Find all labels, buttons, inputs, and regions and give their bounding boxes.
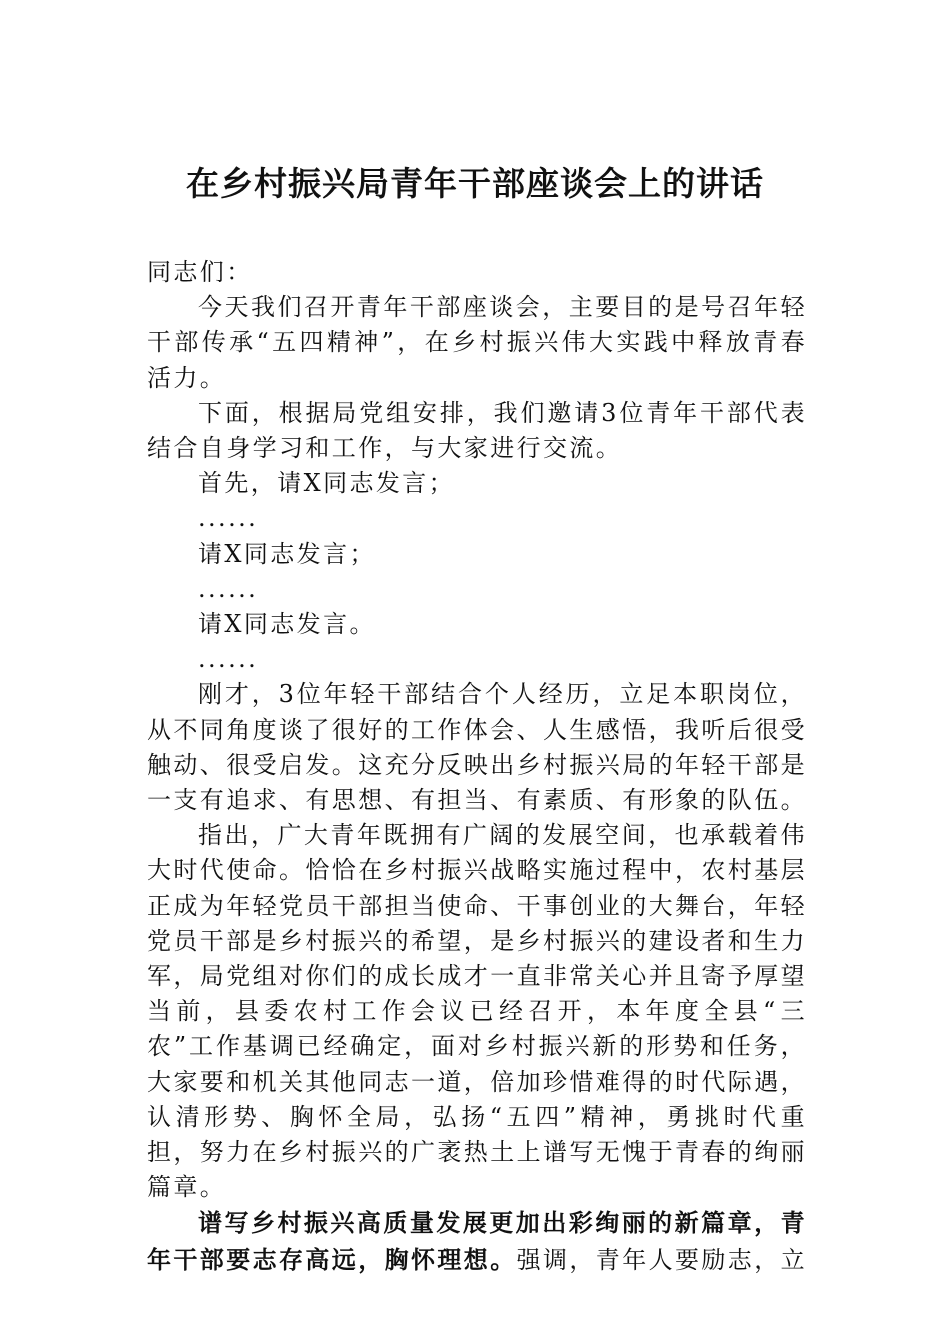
final-paragraph (147, 1205, 807, 1277)
paragraph: 指出，广大青年既拥有广阔的发展空间，也承载着伟大时代使命。恰恰在乡村振兴战略实施过程中，农村基层正成为年轻党员干部担当使命、干事创业的大舞台，年轻党员干部是乡村振兴的希望，是乡村振兴的建设者和生力军，局党组对你们的成长成才一直非常关心并且寄予厚望当前，县委农村工作会议已经召开，本年度全县“三农”工作基调已经确定，面对乡村振兴新的形势和任务，大家要和机关其他同志一道，倍加珍惜难得的时代际遇，认清形势、胸怀全局，弘扬“五四”精神，勇挑时代重担，努力在乡村振兴的广袤热土上谱写无愧于青春的绚丽篇章。 (147, 821, 807, 1202)
document-body (147, 255, 807, 1278)
paragraph: 今天我们召开青年干部座谈会，主要目的是号召年轻干部传承“五四精神”，在乡村振兴伟大实践中释放青春活力。 (147, 293, 807, 392)
paragraph: 首先，请X同志发言； (198, 469, 456, 498)
ellipsis-line: ...... (198, 645, 259, 674)
paragraph: 下面，根据局党组安排，我们邀请3位青年干部代表结合自身学习和工作，与大家进行交流。 (147, 398, 807, 463)
ellipsis-line: ...... (198, 504, 259, 533)
salutation: 同志们： (147, 258, 253, 286)
paragraph: 刚才，3位年轻干部结合个人经历，立足本职岗位，从不同角度谈了很好的工作体会、人生感悟，我听后很受触动、很受启发。这充分反映出乡村振兴局的年轻干部是一支有追求、有思想、有担当、有素质、有形象的队伍。 (147, 680, 807, 815)
paragraph-text: 强调，青年人要励志，立 (516, 1245, 808, 1274)
paragraph: 请X同志发言； (198, 539, 376, 568)
paragraph: 请X同志发言。 (198, 610, 376, 639)
ellipsis-line: ...... (198, 574, 259, 603)
paragraph-heading: 谱写乡村振兴高质量发展更加出彩绚丽的新篇章，青年干部要志存高远，胸怀理想。 (147, 1208, 807, 1274)
document-title: 在乡村振兴局青年干部座谈会上的讲话 (186, 164, 764, 203)
